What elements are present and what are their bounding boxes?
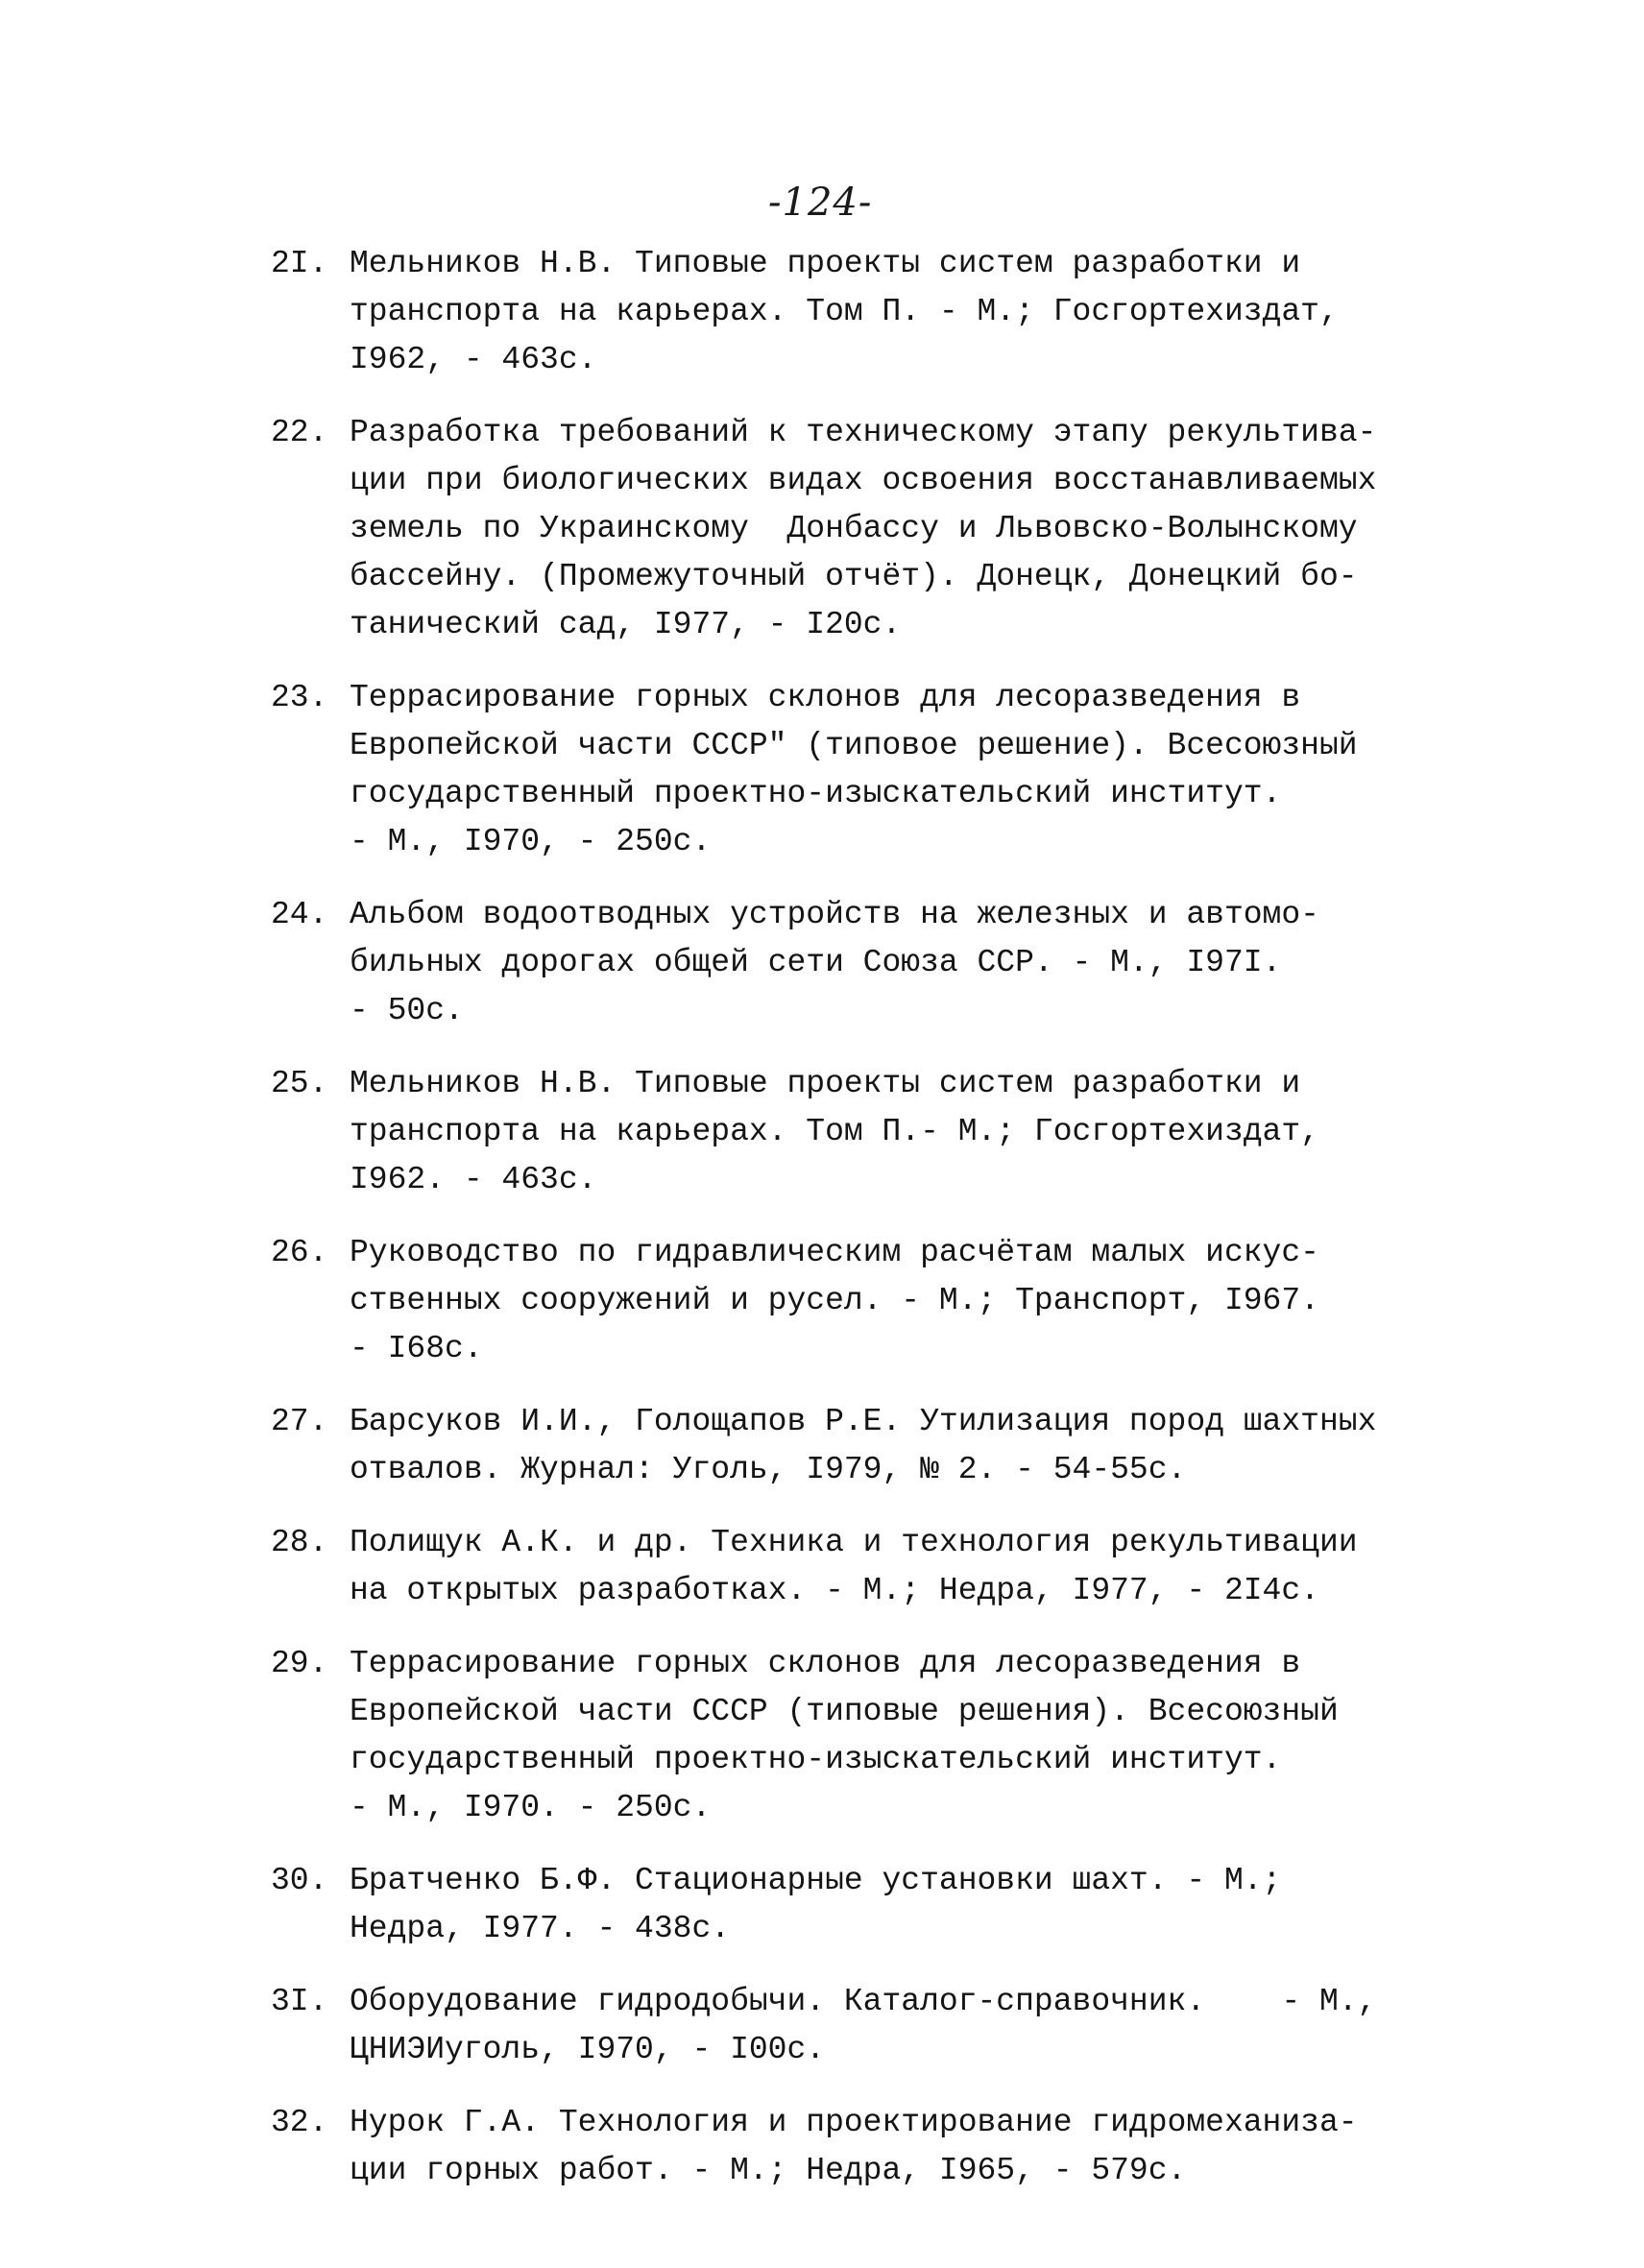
reference-item (265, 2099, 1417, 2195)
reference-text-line: транспорта на карьерах. Том П. - М.; Госгортехиздат, (350, 294, 1339, 329)
reference-number: 23. (271, 680, 328, 715)
reference-text-line: I962, - 463с. (350, 342, 597, 377)
reference-text-line: Барсуков И.И., Голощапов Р.Е. Утилизация пород шахтных (350, 1404, 1377, 1439)
reference-item (265, 1229, 1417, 1373)
reference-text-line: Братченко Б.Ф. Стационарные установки шахт. - М.; (350, 1863, 1282, 1898)
reference-item (265, 891, 1417, 1035)
reference-list (265, 240, 1417, 2220)
reference-number: 27. (271, 1404, 328, 1439)
reference-item (265, 409, 1417, 649)
reference-number: 22. (271, 415, 328, 450)
reference-text-line: Террасирование горных склонов для лесоразведения в (350, 680, 1301, 715)
reference-text-line: - I68с. (350, 1331, 483, 1366)
reference-text-line: ции горных работ. - М.; Недра, I965, - 579с. (350, 2153, 1187, 2188)
reference-text-line: танический сад, I977, - I20с. (350, 607, 902, 642)
reference-text-line: бассейну. (Промежуточный отчёт). Донецк, Донецкий бо- (350, 559, 1358, 594)
reference-text-line: Европейской части СССР (типовые решения). Всесоюзный (350, 1694, 1339, 1729)
reference-text-line: государственный проектно-изыскательский институт. (350, 776, 1282, 811)
reference-item (265, 1060, 1417, 1204)
reference-text-line: бильных дорогах общей сети Союза ССР. - М., I97I. (350, 945, 1282, 980)
reference-text-line: Руководство по гидравлическим расчётам малых искус- (350, 1235, 1319, 1270)
reference-number: 30. (271, 1863, 328, 1898)
reference-text-line: Альбом водоотводных устройств на железных и автомо- (350, 897, 1319, 932)
reference-text-line: государственный проектно-изыскательский институт. (350, 1742, 1282, 1777)
reference-number: 32. (271, 2105, 328, 2140)
reference-text-line: - М., I970. - 250с. (350, 1790, 712, 1825)
reference-item (265, 1978, 1417, 2074)
reference-text-line: ции при биологических видах освоения восстанавливаемых (350, 463, 1377, 498)
reference-text-line: I962. - 463с. (350, 1162, 597, 1197)
reference-item (265, 1398, 1417, 1494)
reference-number: 25. (271, 1066, 328, 1101)
reference-text-line: Европейской части СССР" (типовое решение). Всесоюзный (350, 728, 1358, 763)
reference-text-line: Нурок Г.А. Технология и проектирование гидромеханиза- (350, 2105, 1358, 2140)
reference-number: 2I. (271, 246, 328, 281)
reference-text-line: ЦНИЭИуголь, I970, - I00с. (350, 2032, 826, 2067)
reference-item (265, 1519, 1417, 1615)
reference-text-line: Полищук А.К. и др. Техника и технология рекультивации (350, 1525, 1358, 1560)
reference-number: 3I. (271, 1984, 328, 2019)
reference-text-line: Недра, I977. - 438с. (350, 1911, 731, 1946)
reference-text-line: Оборудование гидродобычи. Каталог-справочник. - М., (350, 1984, 1377, 2019)
reference-item (265, 674, 1417, 866)
reference-text-line: ственных сооружений и русел. - М.; Транспорт, I967. (350, 1283, 1319, 1318)
reference-text-line: Мельников Н.В. Типовые проекты систем разработки и (350, 1066, 1301, 1101)
reference-text-line: Террасирование горных склонов для лесоразведения в (350, 1646, 1301, 1681)
reference-item (265, 1640, 1417, 1832)
reference-text-line: транспорта на карьерах. Том П.- М.; Госгортехиздат, (350, 1114, 1319, 1149)
reference-text-line: - М., I970, - 250с. (350, 824, 712, 859)
reference-text-line: отвалов. Журнал: Уголь, I979, № 2. - 54-55с. (350, 1452, 1187, 1487)
reference-text-line: земель по Украинскому Донбассу и Львовско-Волынскому (350, 511, 1358, 546)
reference-text-line: на открытых разработках. - М.; Недра, I977, - 2I4с. (350, 1573, 1319, 1608)
reference-text-line: Разработка требований к техническому этапу рекультива- (350, 415, 1377, 450)
page-number: -124- (768, 181, 873, 225)
reference-item (265, 240, 1417, 384)
reference-number: 26. (271, 1235, 328, 1270)
reference-number: 24. (271, 897, 328, 932)
reference-text-line: - 50с. (350, 993, 464, 1028)
reference-text-line: Мельников Н.В. Типовые проекты систем разработки и (350, 246, 1301, 281)
reference-number: 29. (271, 1646, 328, 1681)
reference-number: 28. (271, 1525, 328, 1560)
reference-item (265, 1857, 1417, 1953)
